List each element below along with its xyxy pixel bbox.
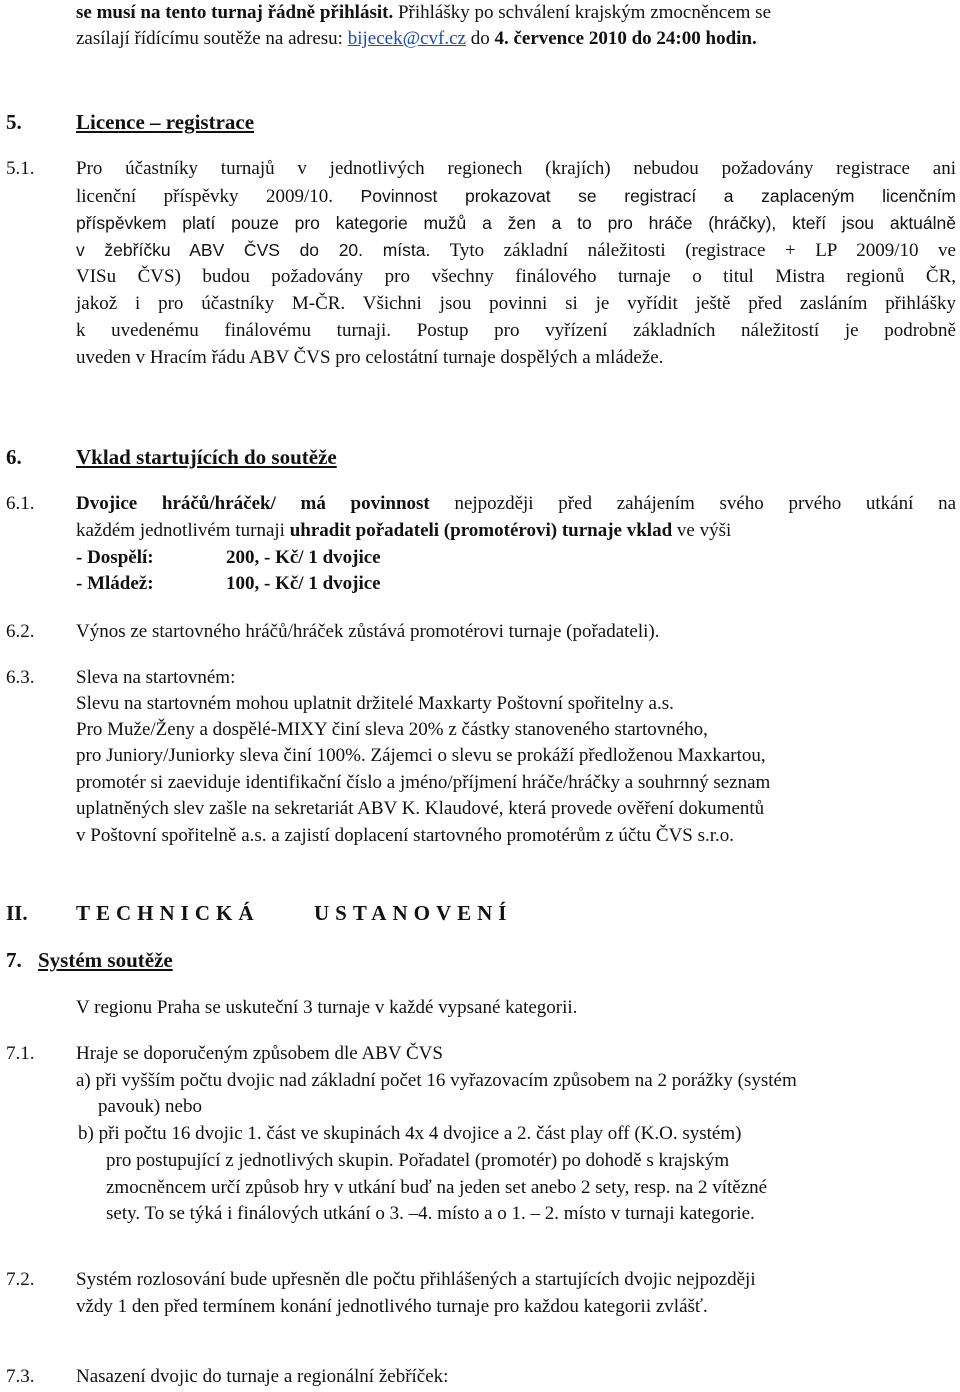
section-7-number: 7. <box>6 948 22 972</box>
para-5-1-line-6: jakož i pro účastníky M-ČR. Všichni jsou povinni si je vyřídit ještě před zasláním přihlášky <box>76 293 956 314</box>
section-6-number: 6. <box>6 445 22 469</box>
section-7-title: Systém soutěže <box>38 948 173 972</box>
fee-youth-value: 100, - Kč/ 1 dvojice <box>226 573 381 594</box>
para-7-3-number: 7.3. <box>6 1366 35 1387</box>
fee-youth-label: - Mládež: <box>76 573 154 594</box>
para-7-1-number: 7.1. <box>6 1043 35 1064</box>
section-5-title: Licence – registrace <box>76 110 255 134</box>
para-6-3-line-4: promotér si zaeviduje identifikační číslo a jméno/příjmení hráče/hráčky a souhrnný seznam <box>76 772 771 793</box>
para-7-1-b-line-2: pro postupující z jednotlivých skupin. Pořadatel (promotér) po dohodě s krajským <box>106 1150 730 1171</box>
para-6-3-line-2: Pro Muže/Ženy a dospělé-MIXY činí sleva 20% z částky stanoveného startovného, <box>76 719 708 740</box>
para-5-1-line-7: k uvedenému finálovému turnaji. Postup pro vyřízení základních náležitostí je podrobně <box>76 320 956 341</box>
para-6-1-line-1: Dvojice hráčů/hráček/ má povinnost nejpozději před zahájením svého prvého utkání na <box>76 493 957 514</box>
para-6-2-number: 6.2. <box>6 621 35 642</box>
para-7-1-a-line-1: a) při vyšším počtu dvojic nad základní počet 16 vyřazovacím způsobem na 2 porážky (systém <box>76 1070 797 1091</box>
section-7-intro: V regionu Praha se uskuteční 3 turnaje v každé vypsané kategorii. <box>76 997 578 1018</box>
top-line-1: se musí na tento turnaj řádně přihlásit. Přihlášky po schválení krajským zmocněncem se <box>76 2 772 23</box>
para-5-1-line-4: v žebříčku ABV ČVS do 20. místa. Tyto základní náležitosti (registrace + LP 2009/10 ve <box>76 240 956 261</box>
part-2-title-1: TECHNICKÁ <box>76 901 260 925</box>
para-7-1-a-line-2: pavouk) nebo <box>98 1096 202 1117</box>
fee-adults-label: - Dospělí: <box>76 547 154 568</box>
para-7-1-b-line-3: zmocněncem určí způsob hry v utkání buď na jeden set anebo 2 sety, resp. na 2 vítězné <box>106 1177 768 1198</box>
para-6-3-title: Sleva na startovném: <box>76 667 236 688</box>
para-6-3-line-3: pro Juniory/Juniorky sleva činí 100%. Zájemci o slevu se prokáží předloženou Maxkartou, <box>76 745 766 766</box>
para-6-1-number: 6.1. <box>6 493 35 514</box>
para-6-3-line-6: v Poštovní spořitelně a.s. a zajistí doplacení startovného promotérům z účtu ČVS s.r.o. <box>76 825 735 846</box>
para-5-1-line-1: Pro účastníky turnajů v jednotlivých regionech (krajích) nebudou požadovány registrace ani <box>76 158 956 179</box>
para-7-1-b-line-1: b) při počtu 16 dvojic 1. část ve skupinách 4x 4 dvojice a 2. část play off (K.O. systém) <box>78 1123 742 1144</box>
para-6-3-line-5: uplatněných slev zašle na sekretariát ABV K. Klaudové, která provede ověření dokumentů <box>76 798 765 819</box>
para-7-1-b-line-4: sety. To se týká i finálových utkání o 3. –4. místo a o 1. – 2. místo v turnaji kategorie. <box>106 1203 755 1224</box>
part-2-number: II. <box>6 901 28 925</box>
para-5-1-line-2: licenční příspěvky 2009/10. Povinnost prokazovat se registrací a zaplaceným licenčním <box>76 186 957 207</box>
para-6-2-text: Výnos ze startovného hráčů/hráček zůstává promotérovi turnaje (pořadateli). <box>76 621 660 642</box>
para-7-2-number: 7.2. <box>6 1269 35 1290</box>
para-6-1-line-2: každém jednotlivém turnaji uhradit pořadateli (promotérovi) turnaje vklad ve výši <box>76 520 732 541</box>
para-7-3-text: Nasazení dvojic do turnaje a regionální žebříček: <box>76 1366 449 1387</box>
para-5-1-line-5: VISu ČVS) budou požadovány pro všechny finálového turnaje o titul Mistra regionů ČR, <box>76 266 956 287</box>
section-6-title: Vklad startujících do soutěže <box>76 445 337 469</box>
para-6-3-line-1: Slevu na startovném mohou uplatnit držitelé Maxkarty Poštovní spořitelny a.s. <box>76 693 674 714</box>
section-5-number: 5. <box>6 110 22 134</box>
para-5-1-number: 5.1. <box>6 158 35 179</box>
email-link[interactable]: bijecek@cvf.cz <box>347 28 466 49</box>
para-6-3-number: 6.3. <box>6 667 35 688</box>
fee-adults-value: 200, - Kč/ 1 dvojice <box>226 547 381 568</box>
para-7-2-line-2: vždy 1 den před termínem konání jednotlivého turnaje pro každou kategorii zvlášť. <box>76 1296 708 1317</box>
part-2-title-2: USTANOVENÍ <box>314 901 513 925</box>
para-7-2-line-1: Systém rozlosování bude upřesněn dle počtu přihlášených a startujících dvojic nejpozději <box>76 1269 756 1290</box>
top-line-2: zasílají řídícímu soutěže na adresu: bijecek@cvf.cz do 4. července 2010 do 24:00 hodin. <box>76 28 757 49</box>
para-5-1-line-8: uveden v Hracím řádu ABV ČVS pro celostátní turnaje dospělých a mládeže. <box>76 347 664 368</box>
para-5-1-line-3: příspěvkem platí pouze pro kategorie mužů a žen a to pro hráče (hráčky), kteří jsou aktuálně <box>76 213 956 233</box>
para-7-1-text: Hraje se doporučeným způsobem dle ABV ČVS <box>76 1043 443 1064</box>
